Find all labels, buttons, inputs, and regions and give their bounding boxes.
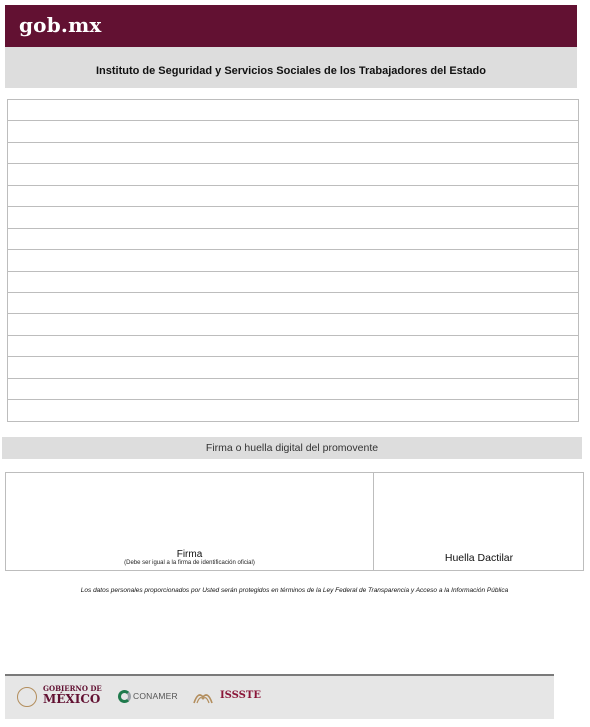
gobmx-header [5,5,577,47]
gobierno-line2: MÉXICO [43,692,101,706]
issste-logo-icon [192,689,214,705]
privacy-notice: Los datos personales proporcionados por Usted serán protegidos en términos de la Ley Federal de Transparencia y Acceso a la Información Pública [80,587,509,594]
form-line-row[interactable] [8,379,578,400]
gobmx-logo[interactable]: gob.mx [19,13,102,37]
footer-logos-bar [5,674,554,719]
form-line-row[interactable] [8,186,578,207]
gobierno-de-mexico-emblem-icon [17,687,37,707]
form-line-row[interactable] [8,357,578,378]
gobierno-de-mexico-logo [43,685,102,705]
form-line-row[interactable] [8,400,578,421]
conamer-logo-icon [118,690,131,703]
form-line-row[interactable] [8,143,578,164]
gobierno-line1: GOBIERNO DE [43,684,102,693]
form-line-row[interactable] [8,121,578,142]
form-line-row[interactable] [8,293,578,314]
signature-box [5,472,584,571]
issste-logo-text: ISSSTE [220,690,261,701]
firma-note: (Debe ser igual a la firma de identificación oficial) [124,560,255,566]
form-line-row[interactable] [8,207,578,228]
form-line-row[interactable] [8,229,578,250]
conamer-logo-text: CONAMER [133,691,178,701]
form-lines-table [7,99,579,422]
huella-dactilar-label: Huella Dactilar [444,552,514,564]
institution-banner [5,47,577,88]
form-line-row[interactable] [8,164,578,185]
form-line-row[interactable] [8,272,578,293]
form-line-row[interactable] [8,100,578,121]
form-line-row[interactable] [8,314,578,335]
signature-section-title: Firma o huella digital del promovente [2,437,582,459]
institution-name: Instituto de Seguridad y Servicios Sociales de los Trabajadores del Estado [95,65,486,77]
firma-label: Firma [176,549,203,560]
form-line-row[interactable] [8,336,578,357]
form-line-row[interactable] [8,250,578,271]
